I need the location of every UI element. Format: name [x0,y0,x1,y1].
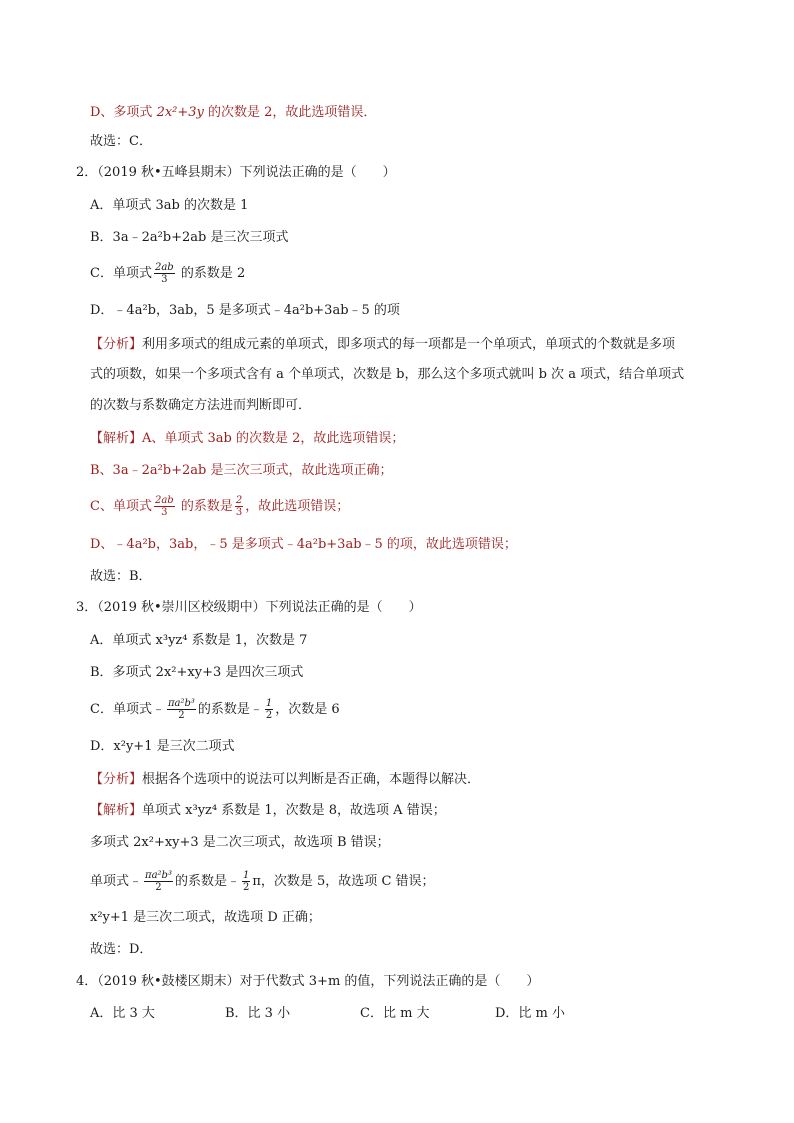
prev-answer: 故选：C． [90,134,152,149]
q2-option-c: C．单项式 $\frac{2ab}{3}$ 的系数是 2 [90,262,246,285]
q2-stem: 2．（2019 秋•五峰县期末）下列说法正确的是（ ） [76,165,396,180]
prev-solution-d: D、多项式 2x²+3y 的次数是 2，故此选项错误． [90,105,377,120]
q4-option-d: D．比 m 小 [495,1006,566,1021]
q3-option-c: C．单项式﹣ $\frac{\text{πa²b³}}{2}$ 的系数是﹣ $\frac{1}{2}$ ，次数是 6 [90,698,340,721]
q2-analysis-3: 的次数与系数确定方法进而判断即可． [90,398,312,413]
fraction: $\frac{1}{2}$ [265,698,273,721]
q3-solution-1: 【解析】单项式 x³yz⁴ 系数是 1，次数是 8，故选项 A 错误； [90,803,446,818]
q4-options [90,1005,630,1023]
q2-solution-b: B、3a﹣2a²b+2ab 是三次三项式，故此选项正确； [90,463,393,478]
q4-option-c: C．比 m 大 [360,1006,430,1021]
q2-solution-a: 【解析】A、单项式 3ab 的次数是 2，故此选项错误； [90,431,405,446]
q3-solution-4: x²y+1 是三次二项式，故选项 D 正确； [90,910,321,925]
q3-analysis: 【分析】根据各个选项中的说法可以判断是否正确，本题得以解决． [90,772,481,787]
q3-option-d: D．x²y+1 是三次二项式 [90,739,235,754]
q2-option-d: D．﹣4a²b，3ab，5 是多项式﹣4a²b+3ab﹣5 的项 [90,303,400,318]
q2-solution-d: D、﹣4a²b，3ab，﹣5 是多项式﹣4a²b+3ab﹣5 的项，故此选项错误； [90,537,517,552]
q2-answer: 故选：B． [90,569,152,584]
q2-analysis-1: 【分析】利用多项式的组成元素的单项式，即多项式的每一项都是一个单项式，单项式的个数就是多项 [90,337,676,352]
fraction: $\frac{2}{3}$ [235,495,243,518]
q3-option-b: B．多项式 2x²+xy+3 是四次三项式 [90,665,304,680]
q4-option-a: A．比 3 大 [90,1006,155,1021]
fraction: $\frac{2ab}{3}$ [154,262,174,285]
q3-option-a: A．单项式 x³yz⁴ 系数是 1，次数是 7 [90,633,308,648]
q3-answer: 故选：D． [90,942,153,957]
q3-solution-3: 单项式﹣ $\frac{\text{πa²b³}}{2}$ 的系数是﹣ $\frac{1}{2}$ π，次数是 5，故选项 C 错误； [90,870,435,893]
q3-solution-2: 多项式 2x²+xy+3 是二次三项式，故选项 B 错误； [90,835,390,850]
q2-option-a: A．单项式 3ab 的次数是 1 [90,198,249,213]
q4-option-b: B．比 3 小 [225,1006,291,1021]
fraction: $\frac{\text{πa²b³}}{2}$ [145,870,172,893]
fraction: $\frac{2ab}{3}$ [154,495,174,518]
q2-analysis-2: 式的项数，如果一个多项式含有 a 个单项式，次数是 b，那么这个多项式就叫 b 次 a 项式，结合单项式 [90,367,685,382]
q2-option-b: B．3a﹣2a²b+2ab 是三次三项式 [90,230,289,245]
q2-solution-c: C、单项式 $\frac{2ab}{3}$ 的系数是 $\frac{2}{3}$ ，故此选项错误； [90,495,350,518]
fraction: $\frac{\text{πa²b³}}{2}$ [167,698,195,721]
fraction: $\frac{1}{2}$ [242,870,250,893]
q3-stem: 3．（2019 秋•崇川区校级期中）下列说法正确的是（ ） [76,600,422,615]
q4-stem: 4．（2019 秋•鼓楼区期末）对于代数式 3+m 的值，下列说法正确的是（ ） [76,974,540,989]
